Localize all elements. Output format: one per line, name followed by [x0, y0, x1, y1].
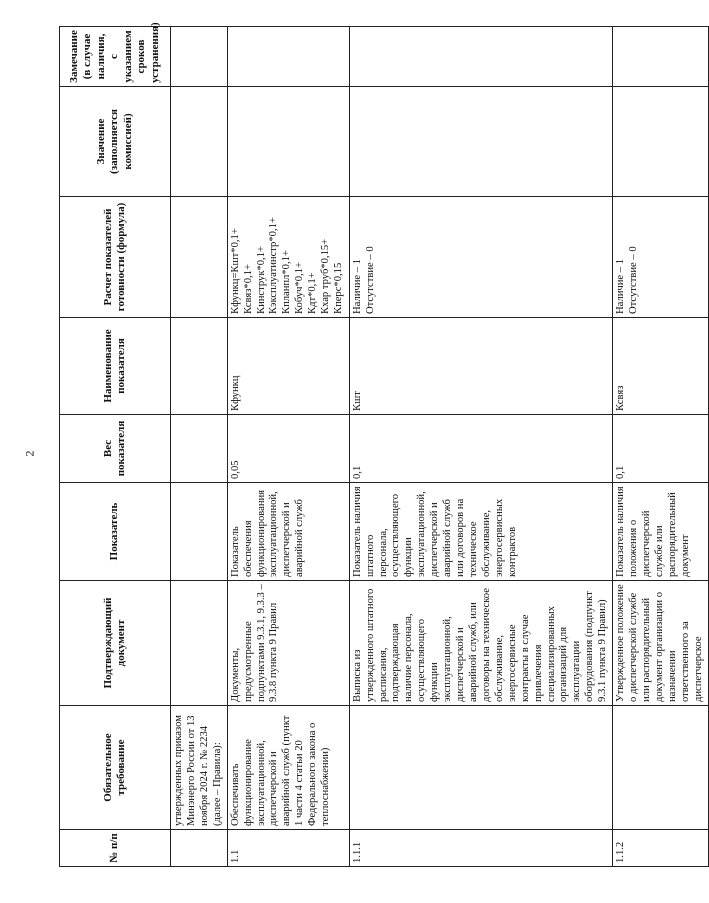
cell-requirement: [349, 706, 612, 830]
cell-indicator: Показатель наличия штатного персонала, осуществляющего функции эксплуатационной, диспетчерской и аварийной служб или договоров на техническое обслуживание, энергосервисных контрактов: [349, 483, 612, 581]
cell-indicator: Показатель наличия положения о диспетчерской службе или распорядительный документ: [613, 483, 708, 581]
cell-value: [227, 87, 349, 197]
table-row: [349, 27, 612, 867]
cell-formula: [613, 197, 708, 318]
rotated-page: [59, 22, 704, 867]
cell-num: [171, 830, 228, 867]
formula-line: Ксвяз*0,1+: [242, 264, 254, 314]
formula-line: Наличие – 1: [351, 259, 363, 314]
header-weight: Вес показателя: [60, 415, 171, 483]
cell-weight: [171, 415, 228, 483]
cell-name: Ксвяз: [613, 318, 708, 415]
cell-indicator: Показатель обеспечения функционирования эксплуатационной, диспетчерской и аварийной служб: [227, 483, 349, 581]
cell-remark: [171, 27, 228, 87]
formula-line: Наличие – 1: [615, 259, 627, 314]
cell-formula: [171, 197, 228, 318]
cell-value: [613, 87, 708, 197]
formula-line: Кперс*0,15: [333, 262, 345, 314]
cell-value: [349, 87, 612, 197]
cell-formula: [349, 197, 612, 318]
formula-line: Кобуч*0,1+: [294, 262, 306, 314]
cell-weight: 0,05: [227, 415, 349, 483]
header-remark: Замечание (в случае наличия, с указанием сроков устранения): [60, 27, 171, 87]
cell-document: Документы, предусмотренные подпунктами 9.3.1, 9.3.3 – 9.3.8 пункта 9 Правил: [227, 581, 349, 706]
cell-requirement: [613, 706, 708, 830]
cell-requirement: утвержденных приказом Минэнерго России от 13 ноября 2024 г. № 2234 (далее – Правила):: [171, 706, 228, 830]
cell-value: [171, 87, 228, 197]
cell-document: Выписка из утвержденного штатного расписания, подтверждающая наличие персонала, осуществляющего функции эксплуатационной, диспетчерской и аварийной служб, или договоры на техническое обслуживание, энергосервисные контракты в случае привлечения специализированных организаций для эксплуатации оборудования (подпункт 9.3.1 пункта 9 Правил): [349, 581, 612, 706]
cell-name: [171, 318, 228, 415]
cell-remark: [613, 27, 708, 87]
cell-weight: 0,1: [349, 415, 612, 483]
header-requirement: Обязательное требование: [60, 706, 171, 830]
cell-formula: [227, 197, 349, 318]
cell-num: 1.1: [227, 830, 349, 867]
cell-requirement: Обеспечивать функционирование эксплуатационной, диспетчерской и аварийной служб (пункт 1 части 4 статьи 20 Федерального закона о теплоснабжении): [227, 706, 349, 830]
formula-lines: [352, 200, 378, 314]
cell-weight: 0,1: [613, 415, 708, 483]
formula-lines: [243, 200, 346, 314]
formula-line: Отсутствие – 0: [628, 246, 640, 314]
cell-remark: [349, 27, 612, 87]
cell-document: [171, 581, 228, 706]
header-value: Значение (заполняется комиссией): [60, 87, 171, 197]
cell-name: Кфункц: [227, 318, 349, 415]
table-row: [613, 27, 708, 867]
formula-line: Кэксплуатинстр*0,1+: [268, 217, 280, 314]
formula-head: Кфункц=Кшт*0,1+: [229, 228, 241, 314]
formula-lines: [615, 200, 641, 314]
header-num: № п/п: [60, 830, 171, 867]
formula-line: Кхар труб*0,15+: [320, 238, 332, 314]
header-formula: Расчет показателей готовности (формула): [60, 197, 171, 318]
cell-name: Кшт: [349, 318, 612, 415]
cell-indicator: [171, 483, 228, 581]
readiness-table: [59, 22, 709, 867]
cell-document: Утвержденное положение о диспетчерской службе или распорядительный документ организации о назначении ответственного за диспетчерское: [613, 581, 708, 706]
formula-line: Кпланпл*0,1+: [281, 250, 293, 314]
header-row: [60, 27, 171, 867]
table-row: [227, 27, 349, 867]
header-indicator: Показатель: [60, 483, 171, 581]
cell-remark: [227, 27, 349, 87]
formula-line: Кдт*0,1+: [307, 272, 319, 314]
cell-num: 1.1.2: [613, 830, 708, 867]
page-number: 2: [22, 450, 37, 457]
table-row: [171, 27, 228, 867]
cell-num: 1.1.1: [349, 830, 612, 867]
formula-line: Кинструк*0,1+: [255, 246, 267, 314]
header-document: Подтверждающий документ: [60, 581, 171, 706]
formula-line: Отсутствие – 0: [364, 246, 376, 314]
header-name: Наименование показателя: [60, 318, 171, 415]
